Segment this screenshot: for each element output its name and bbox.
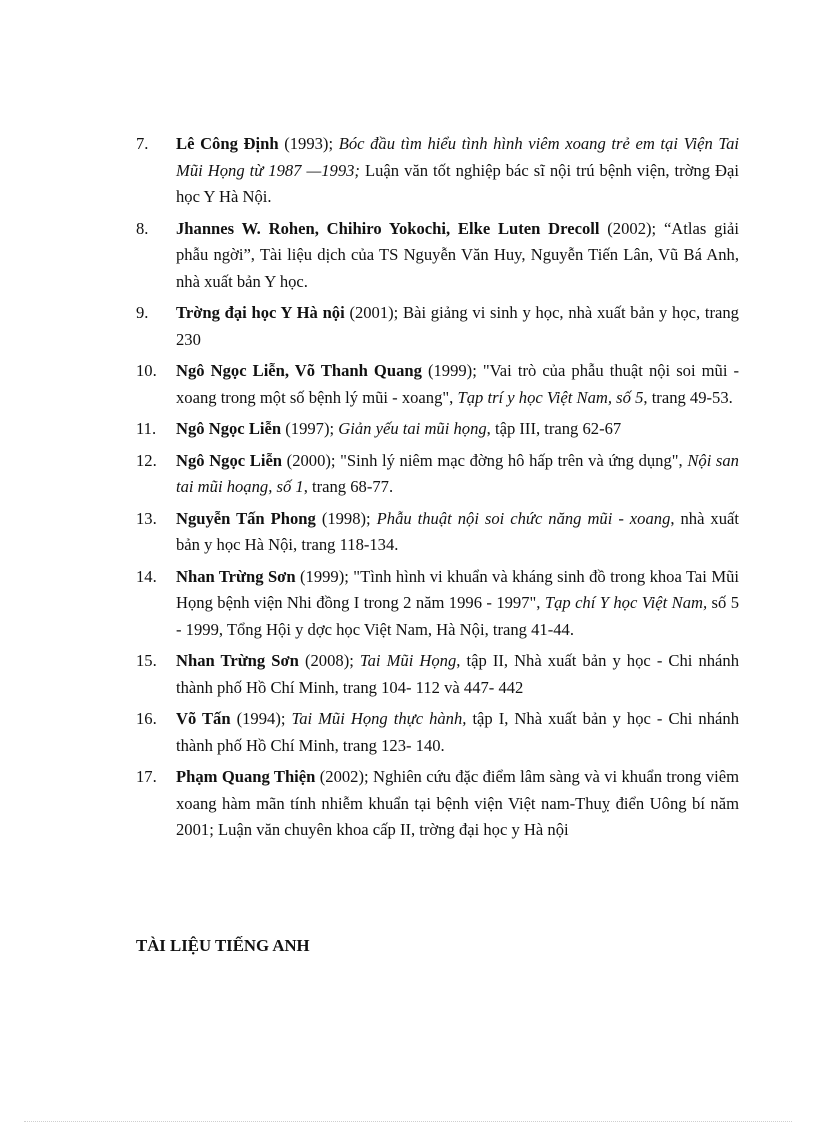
reference-year: (1998); — [321, 508, 371, 528]
reference-details: , nhà xuất bản y học Hà Nội, trang 118-134. — [176, 508, 739, 554]
page-bottom-divider — [24, 1121, 792, 1122]
reference-year: (1994); — [236, 709, 286, 728]
reference-title: Tai Mũi Họng — [359, 651, 457, 670]
reference-title: Nội san tai mũi hoạng, số 1 — [176, 450, 739, 496]
reference-details: Bài giảng vi sinh y học, nhà xuất bản y học, trang 230 — [176, 303, 739, 349]
reference-number: 9. — [136, 303, 149, 322]
reference-year: (1993); — [284, 134, 334, 153]
reference-number: 10. — [136, 361, 157, 380]
reference-details: “Atlas giải phẫu ngời”, Tài liệu dịch của TS Nguyễn Văn Huy, Nguyễn Tiến Lân, Vũ Bá Anh, nhà xuất bản Y học. — [176, 218, 739, 291]
reference-year: (2001); — [349, 303, 399, 322]
reference-title: Bóc đầu tìm hiểu tình hình viêm xoang trẻ em tại Viện Tai Mũi Họng từ 1987 —1993; — [176, 134, 740, 180]
reference-author: Võ Tấn — [176, 709, 231, 728]
reference-item — [136, 300, 739, 353]
reference-number: 8. — [136, 218, 149, 238]
reference-number: 15. — [136, 651, 157, 670]
reference-details: số 5 - 1999, Tổng Hội y dợc học Việt Nam, Hà Nội, trang 41-44. — [176, 593, 739, 639]
reference-number: 14. — [136, 566, 157, 586]
reference-item — [136, 358, 739, 411]
reference-details: , tập III, trang 62-67 — [486, 419, 622, 438]
reference-author: Lê Công Định — [176, 134, 279, 153]
reference-title: Tạp trí y học Việt Nam, số 5 — [457, 387, 644, 407]
reference-number: 7. — [136, 134, 149, 153]
reference-author: Ngô Ngọc Liễn — [176, 450, 283, 470]
reference-number: 12. — [136, 450, 157, 470]
reference-author: Trờng đại học Y Hà nội — [176, 303, 345, 322]
reference-author: Nhan Trừng Sơn — [176, 651, 299, 670]
reference-description: "Vai trò của phẫu thuật nội soi mũi - xoang trong một số bệnh lý mũi - xoang", — [176, 361, 740, 407]
reference-title: Giản yếu tai mũi họng — [338, 419, 487, 438]
reference-author: Ngô Ngọc Liễn, Võ Thanh Quang — [176, 361, 422, 380]
reference-item — [136, 216, 739, 296]
section-heading: TÀI LIỆU TIẾNG ANH — [136, 936, 310, 955]
reference-item — [136, 131, 739, 211]
reference-details: , trang 49-53. — [643, 387, 733, 407]
reference-year: (2000); — [286, 450, 336, 470]
reference-number: 11. — [136, 419, 157, 438]
reference-details: , trang 68-77. — [303, 477, 394, 496]
reference-number: 17. — [136, 767, 157, 786]
reference-title: Tai Mũi Họng thực hành, — [291, 709, 467, 728]
reference-author: Phạm Quang Thiện — [176, 767, 316, 786]
reference-list — [136, 131, 739, 849]
reference-item — [136, 648, 739, 701]
reference-year: (1999); — [300, 566, 349, 586]
reference-title: Tạp chí Y học Việt Nam, — [544, 593, 708, 612]
reference-details: Luận văn tốt nghiệp bác sĩ nội trú bệnh viện, trờng Đại học Y Hà Nội. — [176, 160, 739, 206]
reference-year: (2002); — [607, 218, 657, 238]
reference-details: Nghiên cứu đặc điểm lâm sàng và vi khuẩn trong viêm xoang hàm mãn tính nhiễm khuẩn tại bệnh viện Việt nam-Thuỵ điển Uông bí năm 2001; Luận văn chuyên khoa cấp II, trờng đại học y Hà nội — [176, 767, 739, 839]
reference-item — [136, 706, 739, 759]
reference-author: Nguyễn Tấn Phong — [176, 508, 316, 528]
reference-author: Nhan Trừng Sơn — [176, 566, 296, 586]
reference-title: Phẫu thuật nội soi chức năng mũi - xoang — [376, 508, 671, 528]
reference-details: , tập II, Nhà xuất bản y học - Chi nhánh thành phố Hồ Chí Minh, trang 104- 112 và 447- 442 — [176, 651, 740, 697]
reference-number: 13. — [136, 508, 157, 528]
reference-year: (2002); — [319, 767, 369, 786]
reference-author: Jhannes W. Rohen, Chihiro Yokochi, Elke Luten Drecoll — [176, 218, 600, 238]
reference-year: (2008); — [304, 651, 354, 670]
reference-item — [136, 506, 739, 559]
reference-details: tập I, Nhà xuất bản y học - Chi nhánh thành phố Hồ Chí Minh, trang 123- 140. — [176, 709, 739, 755]
reference-author: Ngô Ngọc Liễn — [176, 419, 282, 438]
reference-item — [136, 448, 739, 501]
reference-item — [136, 416, 739, 443]
reference-description: "Sinh lý niêm mạc đờng hô hấp trên và ứng dụng", — [340, 450, 683, 470]
reference-item — [136, 564, 739, 644]
reference-year: (1997); — [285, 419, 335, 438]
reference-year: (1999); — [427, 361, 477, 380]
reference-number: 16. — [136, 709, 157, 728]
reference-item — [136, 764, 739, 844]
reference-description: "Tình hình vi khuẩn và kháng sinh đồ trong khoa Tai Mũi Họng bệnh viện Nhi đồng I trong 2 năm 1996 - 1997", — [176, 566, 739, 612]
